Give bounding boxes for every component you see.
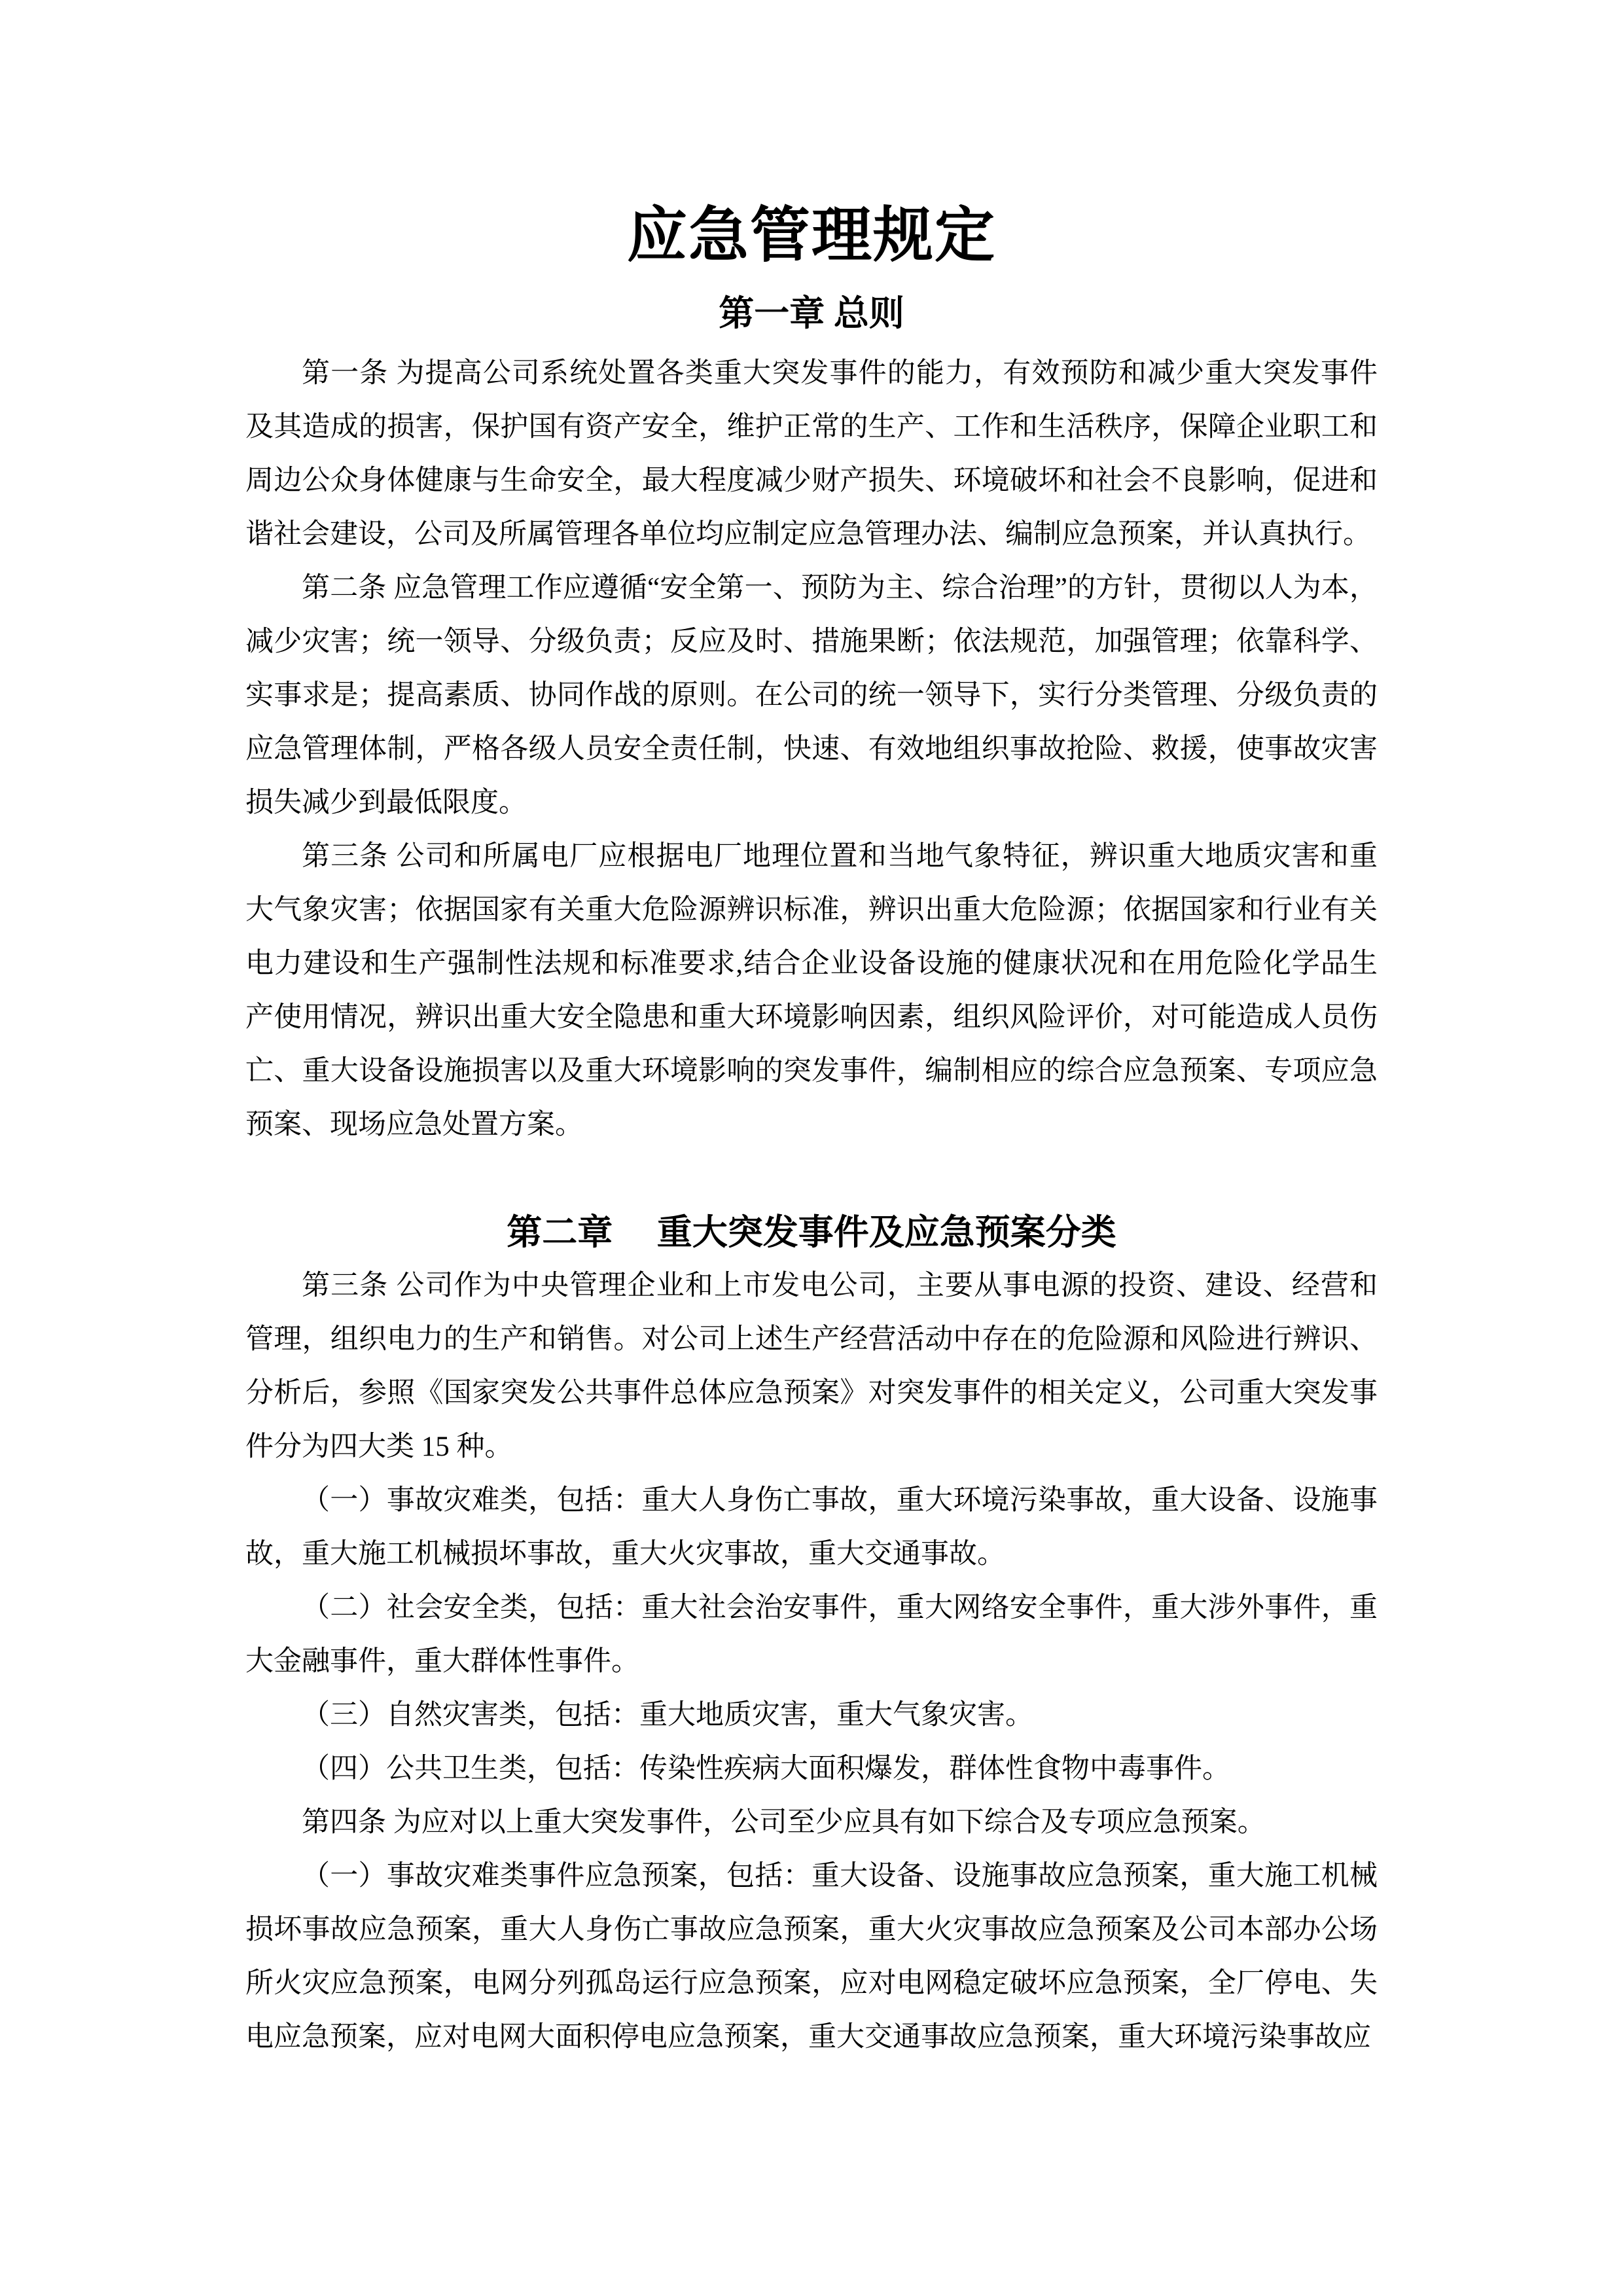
item-1-emergency-plans-paragraph: （一）事故灾难类事件应急预案，包括：重大设备、设施事故应急预案，重大施工机械损坏事故应急预案，重大人身伤亡事故应急预案，重大火灾事故应急预案及公司本部办公场所火灾应急预案，电网分列孤岛运行应急预案，应对电网稳定破坏应急预案，全厂停电、失电应急预案，应对电网大面积停电应急预案，重大交通事故应急预案，重大环境污染事故应	[245, 1861, 1378, 2053]
document-content	[245, 203, 1378, 2064]
item-1-accident-disaster-paragraph: （一）事故灾难类，包括：重大人身伤亡事故，重大环境污染事故，重大设备、设施事故，重大施工机械损坏事故，重大火灾事故，重大交通事故。	[245, 1485, 1378, 1570]
item-4-public-health-paragraph: （四）公共卫生类，包括：传染性疾病大面积爆发，群体性食物中毒事件。	[302, 1753, 1230, 1784]
chapter-2-heading: 第二章 重大突发事件及应急预案分类	[507, 1213, 1116, 1252]
item-3-natural-disaster-paragraph: （三）自然灾害类，包括：重大地质灾害，重大气象灾害。	[302, 1700, 1033, 1731]
article-4-paragraph: 第四条 为应对以上重大突发事件，公司至少应具有如下综合及专项应急预案。	[302, 1807, 1266, 1838]
chapter-1-heading: 第一章 总则	[719, 294, 904, 333]
document-title: 应急管理规定	[626, 202, 996, 269]
article-3-paragraph: 第三条 公司和所属电厂应根据电厂地理位置和当地气象特征，辨识重大地质灾害和重大气象灾害；依据国家有关重大危险源辨识标准，辨识出重大危险源；依据国家和行业有关电力建设和生产强制性法规和标准要求,结合企业设备设施的健康状况和在用危险化学品生产使用情况，辨识出重大安全隐患和重大环境影响因素，组织风险评价，对可能造成人员伤亡、重大设备设施损害以及重大环境影响的突发事件，编制相应的综合应急预案、专项应急预案、现场应急处置方案。	[245, 841, 1378, 1140]
article-1-paragraph: 第一条 为提高公司系统处置各类重大突发事件的能力，有效预防和减少重大突发事件及其造成的损害，保护国有资产安全，维护正常的生产、工作和生活秩序，保障企业职工和周边公众身体健康与生命安全，最大程度减少财产损失、环境破坏和社会不良影响，促进和谐社会建设，公司及所属管理各单位均应制定应急管理办法、编制应急预案，并认真执行。	[245, 358, 1378, 550]
article-3-ch2-paragraph: 第三条 公司作为中央管理企业和上市发电公司，主要从事电源的投资、建设、经营和管理，组织电力的生产和销售。对公司上述生产经营活动中存在的危险源和风险进行辨识、分析后，参照《国家突发公共事件总体应急预案》对突发事件的相关定义，公司重大突发事件分为四大类 15 种。	[245, 1270, 1378, 1462]
article-2-paragraph: 第二条 应急管理工作应遵循“安全第一、预防为主、综合治理”的方针，贯彻以人为本，减少灾害；统一领导、分级负责；反应及时、措施果断；依法规范，加强管理；依靠科学、实事求是；提高素质、协同作战的原则。在公司的统一领导下，实行分类管理、分级负责的应急管理体制，严格各级人员安全责任制，快速、有效地组织事故抢险、救援，使事故灾害损失减少到最低限度。	[245, 573, 1378, 818]
item-2-social-security-paragraph: （二）社会安全类，包括：重大社会治安事件，重大网络安全事件，重大涉外事件，重大金融事件，重大群体性事件。	[245, 1592, 1378, 1677]
